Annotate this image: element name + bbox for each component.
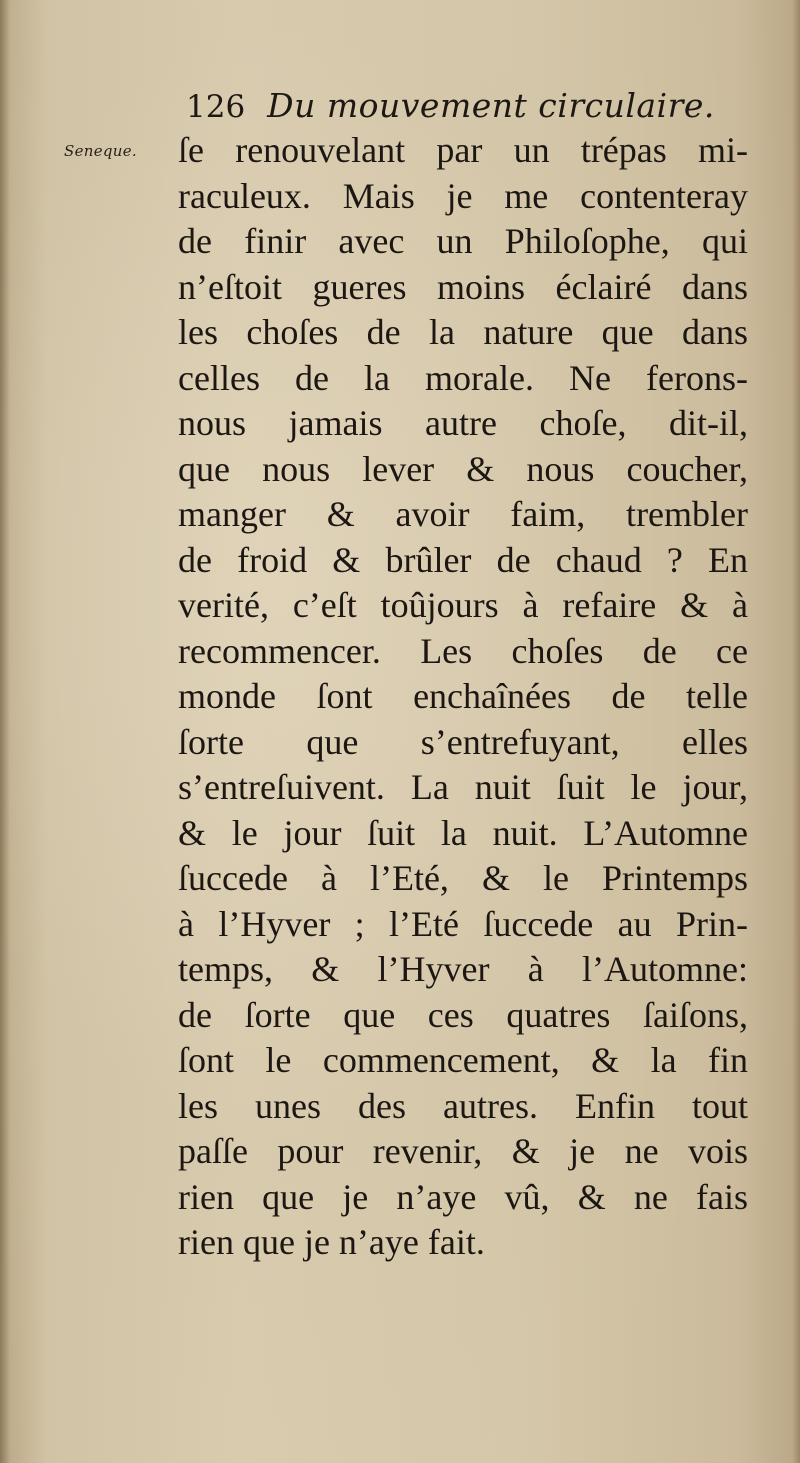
text-line: rien que je n’aye fait. bbox=[178, 1222, 485, 1262]
page-number: 126 bbox=[186, 89, 246, 125]
body-text bbox=[178, 128, 748, 1266]
running-title: Du mouvement circulaire. bbox=[267, 86, 715, 125]
text-line: paſſe pour revenir, & je ne vois bbox=[178, 1131, 748, 1171]
text-line: de finir avec un Philoſophe, qui bbox=[178, 221, 748, 261]
text-line: raculeux. Mais je me contenteray bbox=[178, 175, 748, 216]
text-line: manger & avoir faim, trembler bbox=[178, 494, 748, 534]
text-line: recommencer. Les choſes de ce bbox=[178, 630, 748, 671]
text-line: ſuccede à l’Eté, & le Printemps bbox=[178, 858, 748, 898]
text-line: ſont le commencement, & la fin bbox=[178, 1040, 748, 1080]
text-line: que nous lever & nous coucher, bbox=[178, 448, 748, 489]
text-line: les choſes de la nature que dans bbox=[178, 312, 748, 352]
text-line: n’eſtoit gueres moins éclairé dans bbox=[178, 266, 748, 307]
text-line: ſorte que s’entrefuyant, elles bbox=[178, 721, 748, 762]
text-line: nous jamais autre choſe, dit-il, bbox=[178, 403, 748, 443]
text-line: monde ſont enchaînées de telle bbox=[178, 676, 748, 716]
text-line: & le jour ſuit la nuit. L’Automne bbox=[178, 812, 748, 853]
margin-note: Seneque. bbox=[64, 142, 137, 160]
text-line: temps, & l’Hyver à l’Automne: bbox=[178, 949, 748, 989]
show-through-bleed bbox=[170, 1290, 750, 1410]
text-line: rien que je n’aye vû, & ne fais bbox=[178, 1176, 748, 1217]
text-line: ſe renouvelant par un trépas mi- bbox=[178, 130, 748, 170]
page-gutter-shadow bbox=[0, 0, 10, 1463]
text-line: celles de la morale. Ne ferons- bbox=[178, 357, 748, 398]
page-edge-shadow bbox=[792, 0, 800, 1463]
text-line: s’entreſuivent. La nuit ſuit le jour, bbox=[178, 767, 748, 807]
text-line: à l’Hyver ; l’Eté ſuccede au Prin- bbox=[178, 903, 748, 944]
text-line: verité, c’eſt toûjours à refaire & à bbox=[178, 585, 748, 625]
text-line: les unes des autres. Enfin tout bbox=[178, 1085, 748, 1126]
text-line: de froid & brûler de chaud ? En bbox=[178, 539, 748, 580]
text-line: de ſorte que ces quatres ſaiſons, bbox=[178, 994, 748, 1035]
